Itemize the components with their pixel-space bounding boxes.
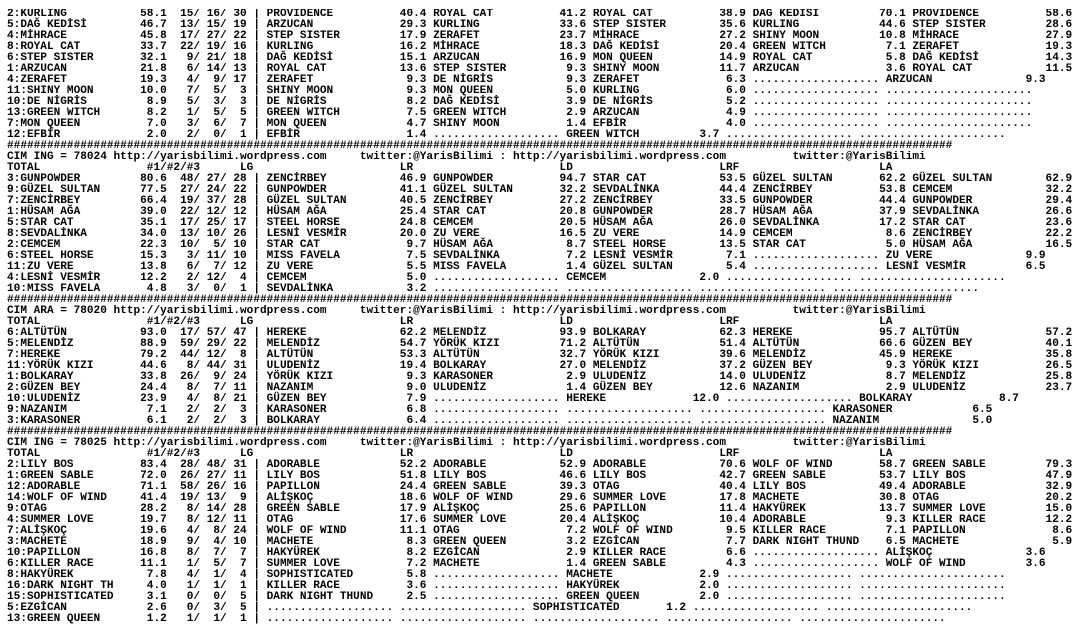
result-row: 6:KILLER RACE 11.1 1/ 5/ 7 | SUMMER LOVE 7.2 MACHETE 1.4 GREEN SABLE 4.3 ................... WOLF OF WIND 3.6 xyxy=(7,558,1046,570)
result-row: 13:GREEN WITCH 8.2 1/ 5/ 5 | GREEN WITCH 7.5 GREEN WITCH 2.9 ARZUCAN 4.9 ................... ...................... xyxy=(7,107,1033,119)
result-row: 6:STEEL HORSE 15.3 3/ 11/ 10 | MISS FAVELA 7.5 SEVDALİNKA 7.2 LESNİ VESMİR 7.1 ................... ZU VERE 9.9 xyxy=(7,250,1046,262)
result-row: 11:ZU VERE 13.8 6/ 7/ 12 | ZU VERE 5.5 MISS FAVELA 1.4 GÜZEL SULTAN 5.4 ................... LESNİ VESMİR 6.5 xyxy=(7,261,1046,273)
result-row: 4:ZERAFET 19.3 4/ 9/ 17 | ZERAFET 9.3 DE NİGRİS 9.3 ZERAFET 6.3 ................... ARZUCAN 9.3 xyxy=(7,74,1046,86)
result-row: 1:ARZUCAN 21.8 6/ 14/ 13 | ROYAL CAT 13.6 STEP SISTER 9.3 SHINY MOON 11.7 ARZUCAN 3.6 ROYAL CAT 11.5 xyxy=(7,63,1073,75)
result-row: 2:KURLING 58.1 15/ 16/ 30 | PROVIDENCE 40.4 ROYAL CAT 41.2 ROYAL CAT 38.9 DAĞ KEDİSİ 70.1 PROVIDENCE 58.6 xyxy=(7,9,1073,20)
result-row: 7:HEREKE 79.2 44/ 12/ 8 | ALTÜTÜN 53.3 ALTÜTÜN 32.7 YÖRÜK KIZI 39.6 MELENDİZ 45.9 HEREKE 35.8 xyxy=(7,349,1073,361)
result-row: 3:GUNPOWDER 80.6 48/ 27/ 28 | ZENCİRBEY 46.9 GUNPOWDER 94.7 STAR CAT 53.5 GÜZEL SULTAN 62.2 GÜZEL SULTAN 62.9 xyxy=(7,173,1073,185)
result-row: 11:YÖRÜK KIZI 44.6 8/ 44/ 31 | ULUDENİZ 19.4 BOLKARAY 27.0 MELENDİZ 37.2 GÜZEN BEY 9.3 YÖRÜK KIZI 26.5 xyxy=(7,360,1073,372)
result-row: 16:DARK NIGHT TH 4.0 1/ 1/ 1 | KILLER RACE 3.6 ................... HAKYÜREK 2.0 ................... ...................... xyxy=(7,580,1006,592)
result-row: 1:HÜSAM AĞA 39.0 22/ 12/ 12 | HÜSAM AĞA 25.4 STAR CAT 20.8 GUNPOWDER 28.7 HÜSAM AĞA 37.9 SEVDALİNKA 26.6 xyxy=(7,206,1073,218)
result-row: 8:ROYAL CAT 33.7 22/ 19/ 16 | KURLING 16.2 MİHRACE 18.3 DAĞ KEDİSİ 20.4 GREEN WITCH 7.1 ZERAFET 19.3 xyxy=(7,41,1073,53)
result-row: 10:MISS FAVELA 4.8 3/ 0/ 1 | SEVDALİNKA 3.2 ................... ................... ................... ...................... xyxy=(7,283,979,295)
result-row: 6:STEP SISTER 32.1 9/ 21/ 18 | DAĞ KEDİSİ 15.1 ARZUCAN 16.9 MON QUEEN 14.9 ROYAL CAT 5.8 DAĞ KEDİSİ 14.3 xyxy=(7,52,1073,64)
column-header: TOTAL #1/#2/#3 LG LR LD LRF LA xyxy=(7,316,893,328)
result-row: 8:SEVDALİNKA 34.0 13/ 10/ 26 | LESNİ VESMİR 20.0 ZU VERE 16.5 ZU VERE 14.9 CEMCEM 8.6 ZENCİRBEY 22.2 xyxy=(7,228,1073,240)
result-row: 9:GÜZEL SULTAN 77.5 27/ 24/ 22 | GUNPOWDER 41.1 GÜZEL SULTAN 32.2 SEVDALİNKA 44.4 ZENCİRBEY 53.8 CEMCEM 32.2 xyxy=(7,184,1073,196)
result-row: 7:MON QUEEN 7.0 3/ 6/ 7 | MON QUEEN 4.7 SHINY MOON 1.4 EFBİR 4.0 ................... ...................... xyxy=(7,118,1033,130)
result-row: 7:ALİŞKOÇ 19.6 4/ 8/ 24 | WOLF OF WIND 11.1 OTAG 7.2 WOLF OF WIND 9.5 KILLER RACE 7.1 PAPILLON 8.6 xyxy=(7,525,1073,537)
race-header: CIM ING = 78025 http://yarisbilimi.wordpress.com twitter:@YarisBilimi : http://yarisbilimi.wordpress.com twitter:@YarisBilimi xyxy=(7,437,926,449)
result-row: 2:CEMCEM 22.3 10/ 5/ 10 | STAR CAT 9.7 HÜSAM AĞA 8.7 STEEL HORSE 13.5 STAR CAT 5.0 HÜSAM AĞA 16.5 xyxy=(7,239,1073,251)
separator-line: ############################################################################################################################################## xyxy=(7,294,953,306)
race-header: CIM ARA = 78020 http://yarisbilimi.wordpress.com twitter:@YarisBilimi : http://yarisbilimi.wordpress.com twitter:@YarisBilimi xyxy=(7,305,926,317)
result-row: 10:DE NİGRİS 8.9 5/ 3/ 3 | DE NİGRİS 8.2 DAĞ KEDİSİ 3.9 DE NİGRİS 5.2 ................... ...................... xyxy=(7,96,1033,108)
result-row: 5:STAR CAT 35.1 17/ 25/ 17 | STEEL HORSE 24.8 CEMCEM 20.5 HÜSAM AĞA 26.0 SEVDALİNKA 17.2 STAR CAT 23.6 xyxy=(7,217,1073,229)
separator-line: ############################################################################################################################################## xyxy=(7,140,953,152)
result-row: 11:SHINY MOON 10.0 7/ 5/ 3 | SHINY MOON 9.3 MON QUEEN 5.0 KURLING 6.0 ................... ...................... xyxy=(7,85,1033,97)
result-row: 2:LILY BOS 83.4 28/ 48/ 31 | ADORABLE 52.2 ADORABLE 52.9 ADORABLE 70.6 WOLF OF WIND 58.7 GREEN SABLE 79.3 xyxy=(7,459,1073,471)
result-row: 4:SUMMER LOVE 19.7 8/ 12/ 11 | OTAG 17.6 SUMMER LOVE 20.4 ALİŞKOÇ 10.4 ADORABLE 9.3 KILLER RACE 12.2 xyxy=(7,514,1073,526)
result-row: 10:ULUDENİZ 23.9 4/ 8/ 21 | GÜZEN BEY 7.9 ................... HEREKE 12.0 ................... BOLKARAY 8.7 xyxy=(7,393,1019,405)
result-row: 12:EFBİR 2.0 2/ 0/ 1 | EFBİR 1.4 ................... GREEN WITCH 3.7 ................... ...................... xyxy=(7,129,1006,141)
result-row: 1:BOLKARAY 33.8 26/ 9/ 24 | YÖRÜK KIZI 9.3 KARASONER 2.9 ULUDENİZ 14.0 ULUDENİZ 8.7 MELENDİZ 25.8 xyxy=(7,371,1073,383)
result-row: 13:GREEN QUEEN 1.2 1/ 1/ 1 | ................... ................... ................... ................... ...................... xyxy=(7,613,946,625)
column-header: TOTAL #1/#2/#3 LG LR LD LRF LA xyxy=(7,162,893,174)
result-row: 12:ADORABLE 71.1 58/ 26/ 16 | PAPILLON 24.4 GREEN SABLE 39.3 OTAG 40.4 LILY BOS 49.4 ADORABLE 32.9 xyxy=(7,481,1073,493)
column-header: TOTAL #1/#2/#3 LG LR LD LRF LA xyxy=(7,448,893,460)
result-row: 7:ZENCİRBEY 66.4 19/ 37/ 28 | GÜZEL SULTAN 40.5 ZENCİRBEY 27.2 ZENCİRBEY 33.5 GUNPOWDER 44.4 GUNPOWDER 29.4 xyxy=(7,195,1073,207)
result-row: 5:DAĞ KEDİSİ 46.7 13/ 15/ 19 | ARZUCAN 29.3 KURLING 33.6 STEP SISTER 35.6 KURLING 44.6 STEP SISTER 28.6 xyxy=(7,19,1073,31)
result-row: 1:GREEN SABLE 72.0 26/ 27/ 11 | LILY BOS 51.8 LILY BOS 46.6 LILY BOS 42.7 GREEN SABLE 53.7 LILY BOS 47.9 xyxy=(7,470,1073,482)
result-row: 4:LESNİ VESMİR 12.2 2/ 12/ 4 | CEMCEM 5.0 ................... CEMCEM 2.0 ................... ...................... xyxy=(7,272,1006,284)
result-row: 10:PAPILLON 16.8 8/ 7/ 7 | HAKYÜREK 8.2 EZGİCAN 2.9 KILLER RACE 6.6 ................... ALİŞKOÇ 3.6 xyxy=(7,547,1046,559)
result-row: 5:EZGİCAN 2.6 0/ 3/ 5 | ................... ................... SOPHISTICATED 1.2 ................... ...................... xyxy=(7,602,973,614)
result-row: 3:MACHETE 18.9 9/ 4/ 10 | MACHETE 8.3 GREEN QUEEN 3.2 EZGİCAN 7.7 DARK NIGHT THUND 6.5 MACHETE 5.9 xyxy=(7,536,1073,548)
result-row: 9:NAZANIM 7.1 2/ 2/ 3 | KARASONER 6.8 ................... ................... ................... KARASONER 6.5 xyxy=(7,404,993,416)
result-row: 4:MİHRACE 45.8 17/ 27/ 22 | STEP SISTER 17.9 ZERAFET 23.7 MİHRACE 27.2 SHINY MOON 10.8 MİHRACE 27.9 xyxy=(7,30,1073,42)
race-statistics-document xyxy=(7,9,1075,634)
result-row: 2:GÜZEN BEY 24.4 8/ 7/ 11 | NAZANIM 9.0 ULUDENİZ 1.4 GÜZEN BEY 12.6 NAZANIM 2.9 ULUDENİZ 23.7 xyxy=(7,382,1073,394)
result-row: 9:OTAG 28.2 8/ 14/ 28 | GREEN SABLE 17.9 ALİŞKOÇ 25.6 PAPILLON 11.4 HAKYÜREK 13.7 SUMMER LOVE 15.0 xyxy=(7,503,1073,515)
result-row: 3:KARASONER 6.1 2/ 2/ 3 | BOLKARAY 6.4 ................... ................... ................... NAZANIM 5.0 xyxy=(7,415,993,427)
result-row: 6:ALTÜTÜN 93.0 17/ 57/ 47 | HEREKE 62.2 MELENDİZ 93.9 BOLKARAY 62.3 HEREKE 95.7 ALTÜTÜN 57.2 xyxy=(7,327,1073,339)
result-row: 15:SOPHISTICATED 3.1 0/ 0/ 5 | DARK NIGHT THUND 2.5 ................... GREEN QUEEN 2.0 ................... ...................... xyxy=(7,591,1006,603)
result-row: 14:WOLF OF WIND 41.4 19/ 13/ 9 | ALİŞKOÇ 18.6 WOLF OF WIND 29.6 SUMMER LOVE 17.8 MACHETE 30.8 OTAG 20.2 xyxy=(7,492,1073,504)
result-row: 5:MELENDİZ 88.9 59/ 29/ 22 | MELENDİZ 54.7 YÖRÜK KIZI 71.2 ALTÜTÜN 51.4 ALTÜTÜN 66.6 GÜZEN BEY 40.1 xyxy=(7,338,1073,350)
separator-line: ############################################################################################################################################## xyxy=(7,426,953,438)
result-row: 8:HAKYÜREK 7.8 4/ 1/ 4 | SOPHISTICATED 5.8 ................... MACHETE 2.9 ................... ...................... xyxy=(7,569,1006,581)
text-lines xyxy=(7,9,1075,625)
race-header: CIM ING = 78024 http://yarisbilimi.wordpress.com twitter:@YarisBilimi : http://yarisbilimi.wordpress.com twitter:@YarisBilimi xyxy=(7,151,926,163)
